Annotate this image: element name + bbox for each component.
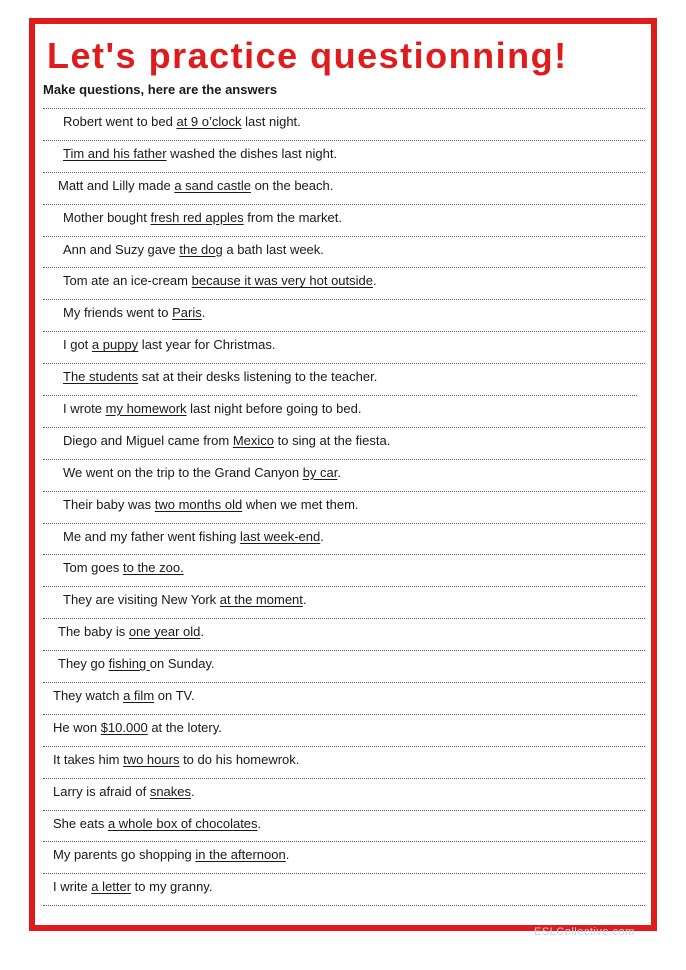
sentence-start: They watch xyxy=(53,688,124,704)
answer-sentence xyxy=(53,688,195,704)
sentence-start: He won xyxy=(53,719,101,735)
sentence-end: . xyxy=(201,305,206,321)
answer-sentence xyxy=(63,560,184,576)
exercise-row xyxy=(43,575,645,607)
sentence-end: . xyxy=(285,847,290,863)
answer-line[interactable] xyxy=(43,236,645,237)
answer-sentence xyxy=(58,624,204,640)
exercise-row xyxy=(43,288,645,320)
exercise-row xyxy=(43,384,645,416)
sentence-start: My friends went to xyxy=(63,305,173,321)
sentence-end: last night. xyxy=(241,114,301,129)
answer-sentence xyxy=(63,273,377,289)
answer-sentence xyxy=(53,784,195,800)
answer-line[interactable] xyxy=(43,267,645,268)
underlined-answer: Mexico xyxy=(232,432,274,448)
sentence-end: a bath last week. xyxy=(222,241,324,257)
exercise-row xyxy=(43,448,645,480)
answer-line[interactable] xyxy=(43,299,645,300)
worksheet-frame xyxy=(29,18,657,938)
answer-sentence xyxy=(63,433,390,449)
exercise-row xyxy=(43,320,645,352)
sentence-end: on TV. xyxy=(154,688,195,704)
sentence-start: I write xyxy=(53,879,92,895)
underlined-answer: at 9 o’clock xyxy=(176,114,242,129)
answer-line[interactable] xyxy=(43,204,645,205)
answer-sentence xyxy=(53,752,299,768)
instructions: Make questions, here are the answers xyxy=(43,82,278,97)
exercise-row xyxy=(43,862,645,894)
sentence-end: from the market. xyxy=(243,209,342,225)
sentence-start: They are visiting New York xyxy=(63,592,220,608)
sentence-start: They go xyxy=(58,656,109,672)
answer-line[interactable] xyxy=(43,905,645,906)
exercise-row xyxy=(43,352,645,384)
exercise-row xyxy=(43,543,645,575)
sentence-end: . xyxy=(337,464,341,480)
answer-sentence xyxy=(63,305,205,321)
sentence-start: It takes him xyxy=(53,751,124,767)
answer-sentence xyxy=(63,497,359,513)
underlined-answer: by car xyxy=(302,464,338,480)
underlined-answer: in the afternoon xyxy=(195,847,286,863)
exercise-row-end xyxy=(43,894,645,908)
underlined-answer: the dog xyxy=(179,241,223,257)
watermark: ESLCollective.com xyxy=(534,926,635,938)
exercise-row xyxy=(43,193,645,225)
answer-line[interactable] xyxy=(43,491,645,492)
underlined-answer: The students xyxy=(63,369,139,385)
sentence-end: last night before going to bed. xyxy=(186,401,362,417)
answer-sentence xyxy=(53,816,261,832)
answer-line[interactable] xyxy=(43,714,645,715)
answer-line[interactable] xyxy=(43,331,645,332)
sentence-start: Larry is afraid of xyxy=(53,783,150,799)
underlined-answer: $10.000 xyxy=(100,719,148,735)
underlined-answer: Paris xyxy=(172,305,202,321)
sentence-end: last year for Christmas. xyxy=(138,337,276,353)
answer-line[interactable] xyxy=(43,841,645,842)
underlined-answer: a whole box of chocolates xyxy=(107,815,258,831)
answer-line[interactable] xyxy=(43,140,645,141)
exercise-row xyxy=(43,830,645,862)
answer-line[interactable] xyxy=(43,586,645,587)
answer-line[interactable] xyxy=(43,810,645,811)
sentence-end: to my granny. xyxy=(131,879,213,895)
answer-sentence xyxy=(63,592,307,608)
sentence-end: washed the dishes last night. xyxy=(166,145,338,161)
sentence-start: Their baby was xyxy=(63,496,155,512)
underlined-answer: fresh red apples xyxy=(150,209,244,225)
underlined-answer: because it was very hot outside xyxy=(191,273,373,289)
answer-line[interactable] xyxy=(43,746,645,747)
sentence-end: . xyxy=(191,783,195,799)
exercise-row xyxy=(43,703,645,735)
sentence-start: My parents go shopping xyxy=(53,847,196,863)
underlined-answer: a sand castle xyxy=(174,177,251,193)
sentence-start: I got xyxy=(63,337,92,353)
answer-sentence xyxy=(63,210,342,226)
exercise-row xyxy=(43,607,645,639)
sentence-start: Diego and Miguel came from xyxy=(63,432,233,448)
answer-sentence xyxy=(63,242,324,258)
sentence-end: to do his homewrok. xyxy=(179,751,300,767)
exercise-row xyxy=(43,512,645,544)
sentence-end: . xyxy=(302,592,307,608)
answer-sentence xyxy=(53,847,289,863)
answer-line[interactable] xyxy=(43,618,645,619)
answer-sentence xyxy=(63,465,341,481)
exercise-row xyxy=(43,256,645,288)
underlined-answer: two hours xyxy=(123,751,180,767)
answer-line[interactable] xyxy=(43,363,645,364)
exercise-row xyxy=(43,799,645,831)
sentence-start: Robert went to bed xyxy=(63,114,177,129)
exercise-row xyxy=(43,129,645,161)
underlined-answer: Tim and his father xyxy=(63,145,167,161)
sentence-end: . xyxy=(200,624,205,640)
sentence-start: Me and my father went fishing xyxy=(63,528,241,544)
answer-line[interactable] xyxy=(43,395,637,396)
sentence-end: . xyxy=(320,528,324,544)
answer-sentence xyxy=(63,146,337,162)
answer-line[interactable] xyxy=(43,108,645,109)
answer-sentence xyxy=(53,720,222,736)
exercise-row xyxy=(43,735,645,767)
answer-line[interactable] xyxy=(43,682,645,683)
worksheet-title: Let's practice questionning! xyxy=(47,35,568,76)
answer-line[interactable] xyxy=(43,554,645,555)
sentence-end: to sing at the fiesta. xyxy=(274,432,391,448)
underlined-answer: a letter xyxy=(91,879,132,895)
answer-line[interactable] xyxy=(43,427,645,428)
underlined-answer: a film xyxy=(123,688,155,704)
underlined-answer: a puppy xyxy=(91,337,139,353)
answer-sentence xyxy=(63,401,361,417)
sentence-end: on the beach. xyxy=(250,177,334,193)
sentence-start: Matt and Lilly made xyxy=(58,177,175,193)
answer-sentence xyxy=(58,656,215,672)
answer-sentence xyxy=(63,529,324,545)
sentence-start: Tom ate an ice-cream xyxy=(63,273,192,289)
answer-line[interactable] xyxy=(43,172,645,173)
underlined-answer: to the zoo. xyxy=(122,560,184,576)
exercise-row xyxy=(43,225,645,257)
sentence-end: sat at their desks listening to the teacher. xyxy=(138,369,378,385)
answer-line[interactable] xyxy=(43,873,645,874)
answer-line[interactable] xyxy=(43,778,645,779)
answer-sentence xyxy=(63,369,377,385)
answer-sentence xyxy=(53,879,212,895)
sentence-start: Tom goes xyxy=(63,560,123,576)
exercise-row xyxy=(43,480,645,512)
underlined-answer: last week-end xyxy=(240,528,321,544)
sentence-end: at the lotery. xyxy=(147,719,222,735)
exercise-row xyxy=(43,161,645,193)
exercise-row xyxy=(43,671,645,703)
answer-sentence xyxy=(63,114,301,130)
sentence-end: . xyxy=(373,273,377,289)
sentence-start: The baby is xyxy=(58,624,129,640)
answer-sentence xyxy=(63,337,275,353)
underlined-answer: one year old xyxy=(128,624,201,640)
underlined-answer: two months old xyxy=(154,496,243,512)
sentence-end: . xyxy=(257,815,262,831)
underlined-answer: my homework xyxy=(105,401,187,417)
sentence-start: Mother bought xyxy=(63,209,151,225)
sentence-start: I wrote xyxy=(63,401,106,417)
sentence-start: We went on the trip to the Grand Canyon xyxy=(63,464,303,480)
sentence-end: when we met them. xyxy=(242,496,359,512)
exercise-row xyxy=(43,767,645,799)
underlined-answer: fishing xyxy=(108,656,150,672)
underlined-answer: snakes xyxy=(149,783,192,799)
sentence-start: She eats xyxy=(53,815,108,831)
exercise-row xyxy=(43,416,645,448)
sentence-end: on Sunday. xyxy=(149,656,215,672)
answer-line[interactable] xyxy=(43,459,645,460)
answer-sentence xyxy=(58,178,333,194)
exercise-row xyxy=(43,97,645,129)
exercise-row xyxy=(43,639,645,671)
underlined-answer: at the moment xyxy=(219,592,303,608)
answer-line[interactable] xyxy=(43,650,645,651)
sentence-start: Ann and Suzy gave xyxy=(63,241,180,257)
exercise-list xyxy=(43,97,645,908)
answer-line[interactable] xyxy=(43,523,645,524)
